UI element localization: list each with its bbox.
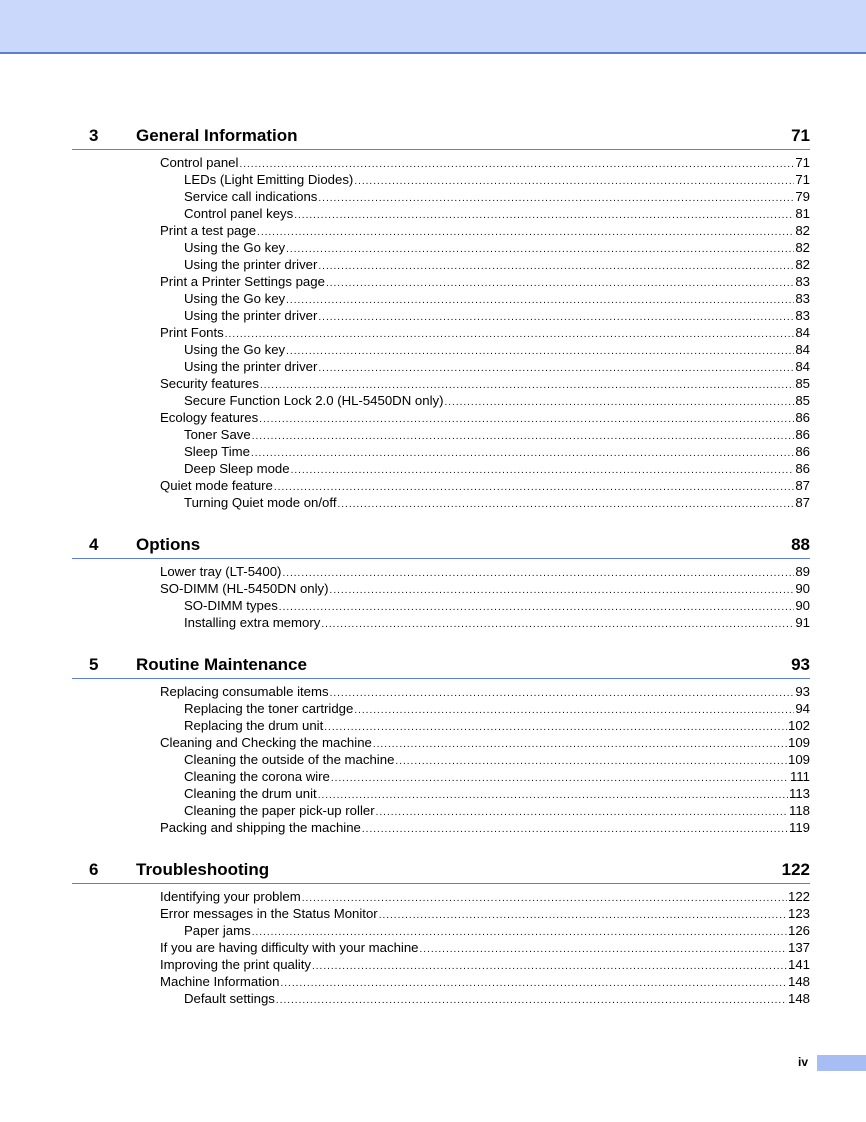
toc-subentry[interactable] (72, 341, 810, 358)
toc-entry-page: 111 (789, 769, 810, 784)
dot-leader (318, 360, 794, 377)
toc-subentry[interactable] (72, 751, 810, 768)
page-number: iv (798, 1055, 809, 1069)
toc-entry-label: Using the Go key (184, 291, 286, 306)
toc-entry[interactable] (72, 477, 810, 494)
toc-entry-page: 84 (795, 325, 810, 340)
toc-entry-label: Cleaning the paper pick-up roller (184, 803, 375, 818)
chapter-number: 6 (89, 860, 99, 879)
dot-leader (259, 411, 794, 428)
toc-subentry[interactable] (72, 460, 810, 477)
toc-entry-label: Installing extra memory (184, 615, 321, 630)
toc-entry[interactable] (72, 956, 810, 973)
toc-entry-label: If you are having difficulty with your machine (160, 940, 419, 955)
toc-entry-page: 93 (795, 684, 810, 699)
toc-entry-page: 83 (795, 274, 810, 289)
toc-entry-label: Lower tray (LT-5400) (160, 564, 282, 579)
toc-entry-page: 90 (795, 598, 810, 613)
dot-leader (444, 394, 794, 411)
toc-subentry[interactable] (72, 188, 810, 205)
toc-entry-label: Toner Save (184, 427, 251, 442)
toc-entry-label: Using the printer driver (184, 359, 318, 374)
toc-entry-page: 83 (795, 308, 810, 323)
toc-entry-page: 86 (795, 461, 810, 476)
toc-entry-page: 87 (795, 478, 810, 493)
dot-leader (286, 343, 794, 360)
chapter-page-number: 122 (781, 860, 810, 879)
toc-entry-page: 82 (795, 223, 810, 238)
toc-subentry[interactable] (72, 358, 810, 375)
dot-leader (276, 992, 787, 1009)
toc-subentry[interactable] (72, 392, 810, 409)
toc-entry-page: 90 (795, 581, 810, 596)
toc-entry[interactable] (72, 973, 810, 990)
toc-entry-page: 85 (795, 376, 810, 391)
toc-entry-page: 84 (795, 359, 810, 374)
dot-leader (318, 190, 794, 207)
toc-entry-label: Sleep Time (184, 444, 250, 459)
toc-subentry[interactable] (72, 443, 810, 460)
toc-entry-label: Print Fonts (160, 325, 224, 340)
toc-entry-label: Deep Sleep mode (184, 461, 290, 476)
chapter-title: Options (136, 535, 201, 554)
dot-leader (324, 719, 787, 736)
toc-entry-page: 83 (795, 291, 810, 306)
dot-leader (251, 445, 794, 462)
toc-entry-label: Control panel keys (184, 206, 294, 221)
dot-leader (354, 173, 794, 190)
header-band (0, 0, 866, 54)
toc-entry-label: Improving the print quality (160, 957, 311, 972)
dot-leader (280, 975, 787, 992)
toc-entry-page: 85 (795, 393, 810, 408)
toc-entry-page: 113 (788, 786, 810, 801)
toc-entry-page: 86 (795, 410, 810, 425)
toc-entry-page: 122 (787, 889, 810, 904)
toc-entry-label: Replacing the toner cartridge (184, 701, 354, 716)
toc-entry-page: 123 (787, 906, 810, 921)
dot-leader (321, 616, 794, 633)
toc-entry-label: SO-DIMM types (184, 598, 278, 613)
dot-leader (373, 736, 787, 753)
chapter-number: 4 (89, 535, 99, 554)
dot-leader (354, 702, 794, 719)
toc-entry-page: 109 (787, 735, 810, 750)
chapter-heading[interactable] (72, 531, 810, 559)
toc-entry-label: Quiet mode feature (160, 478, 273, 493)
dot-leader (257, 224, 794, 241)
chapter-title: General Information (136, 126, 298, 145)
toc-entry-label: Using the Go key (184, 240, 286, 255)
toc-subentry[interactable] (72, 205, 810, 222)
toc-entry-page: 94 (795, 701, 810, 716)
toc-entry-page: 137 (787, 940, 810, 955)
toc-entry-label: SO-DIMM (HL-5450DN only) (160, 581, 329, 596)
dot-leader (362, 821, 788, 838)
dot-leader (337, 496, 794, 513)
dot-leader (282, 565, 794, 582)
toc-subentry[interactable] (72, 597, 810, 614)
toc-entry-page: 81 (795, 206, 810, 221)
chapter-number: 3 (89, 126, 99, 145)
toc-entry-page: 71 (795, 155, 810, 170)
chapter-heading[interactable] (72, 651, 810, 679)
dot-leader (286, 241, 794, 258)
chapter-section (72, 856, 810, 1007)
toc-entry-page: 119 (788, 820, 810, 835)
toc-entry-label: Print a test page (160, 223, 257, 238)
toc-subentry[interactable] (72, 239, 810, 256)
dot-leader (331, 770, 789, 787)
toc-subentry[interactable] (72, 256, 810, 273)
dot-leader (291, 462, 795, 479)
dot-leader (312, 958, 787, 975)
toc-entry-page: 71 (795, 172, 810, 187)
toc-entry-label: Print a Printer Settings page (160, 274, 325, 289)
toc-entry-list (72, 559, 810, 631)
toc-entry-label: Cleaning the outside of the machine (184, 752, 395, 767)
dot-leader (376, 804, 788, 821)
toc-entry-page: 126 (787, 923, 810, 938)
toc-subentry[interactable] (72, 700, 810, 717)
dot-leader (420, 941, 787, 958)
toc-entry[interactable] (72, 324, 810, 341)
chapter-section (72, 651, 810, 836)
toc-entry-label: Cleaning and Checking the machine (160, 735, 372, 750)
dot-leader (225, 326, 795, 343)
toc-entry-label: Service call indications (184, 189, 318, 204)
dot-leader (318, 787, 788, 804)
toc-entry-label: Ecology features (160, 410, 259, 425)
toc-entry-page: 91 (795, 615, 810, 630)
toc-entry[interactable] (72, 580, 810, 597)
toc-subentry[interactable] (72, 614, 810, 631)
chapter-title: Routine Maintenance (136, 655, 307, 674)
toc-subentry[interactable] (72, 802, 810, 819)
toc-entry-label: Cleaning the corona wire (184, 769, 330, 784)
toc-entry-page: 86 (795, 427, 810, 442)
toc-entry-list (72, 150, 810, 511)
dot-leader (279, 599, 795, 616)
chapter-page-number: 93 (791, 655, 810, 674)
toc-entry[interactable] (72, 888, 810, 905)
dot-leader (318, 258, 794, 275)
toc-subentry[interactable] (72, 922, 810, 939)
toc-entry-page: 82 (795, 240, 810, 255)
chapter-heading[interactable] (72, 856, 810, 884)
toc-entry[interactable] (72, 819, 810, 836)
toc-entry-label: Control panel (160, 155, 239, 170)
toc-entry-label: Default settings (184, 991, 275, 1006)
dot-leader (326, 275, 794, 292)
table-of-contents (72, 122, 810, 1027)
toc-entry-list (72, 884, 810, 1007)
toc-subentry[interactable] (72, 768, 810, 785)
toc-entry-page: 87 (795, 495, 810, 510)
toc-subentry[interactable] (72, 171, 810, 188)
toc-entry-label: Using the Go key (184, 342, 286, 357)
chapter-title: Troubleshooting (136, 860, 270, 879)
page-corner-tab (817, 1055, 866, 1071)
toc-entry-label: Turning Quiet mode on/off (184, 495, 337, 510)
dot-leader (330, 685, 795, 702)
dot-leader (252, 428, 795, 445)
toc-entry[interactable] (72, 273, 810, 290)
toc-entry-label: Replacing consumable items (160, 684, 329, 699)
dot-leader (379, 907, 787, 924)
toc-entry-page: 82 (795, 257, 810, 272)
chapter-section (72, 122, 810, 511)
chapter-page-number: 71 (791, 126, 810, 145)
toc-entry-label: LEDs (Light Emitting Diodes) (184, 172, 354, 187)
toc-subentry[interactable] (72, 717, 810, 734)
toc-entry-label: Secure Function Lock 2.0 (HL-5450DN only) (184, 393, 444, 408)
dot-leader (395, 753, 787, 770)
dot-leader (318, 309, 794, 326)
toc-entry-page: 141 (787, 957, 810, 972)
toc-entry-page: 89 (795, 564, 810, 579)
toc-entry[interactable] (72, 939, 810, 956)
toc-entry-label: Cleaning the drum unit (184, 786, 317, 801)
toc-entry[interactable] (72, 905, 810, 922)
toc-entry[interactable] (72, 375, 810, 392)
chapter-page-number: 88 (791, 535, 810, 554)
dot-leader (286, 292, 794, 309)
toc-entry-label: Replacing the drum unit (184, 718, 324, 733)
toc-entry[interactable] (72, 734, 810, 751)
toc-entry-label: Machine Information (160, 974, 280, 989)
toc-entry-page: 148 (787, 991, 810, 1006)
chapter-section (72, 531, 810, 631)
toc-entry-label: Packing and shipping the machine (160, 820, 361, 835)
toc-entry-page: 86 (795, 444, 810, 459)
dot-leader (294, 207, 794, 224)
toc-entry-label: Security features (160, 376, 259, 391)
toc-entry-page: 109 (787, 752, 810, 767)
toc-entry-page: 148 (787, 974, 810, 989)
toc-subentry[interactable] (72, 426, 810, 443)
toc-entry[interactable] (72, 409, 810, 426)
toc-subentry[interactable] (72, 307, 810, 324)
chapter-heading[interactable] (72, 122, 810, 150)
toc-entry[interactable] (72, 683, 810, 700)
toc-entry-page: 84 (795, 342, 810, 357)
toc-subentry[interactable] (72, 990, 810, 1007)
toc-entry-page: 118 (788, 803, 810, 818)
toc-entry-label: Identifying your problem (160, 889, 301, 904)
toc-entry-label: Using the printer driver (184, 257, 318, 272)
toc-entry-page: 79 (795, 189, 810, 204)
toc-entry-page: 102 (787, 718, 810, 733)
toc-subentry[interactable] (72, 290, 810, 307)
toc-entry-label: Using the printer driver (184, 308, 318, 323)
dot-leader (330, 582, 795, 599)
toc-subentry[interactable] (72, 785, 810, 802)
toc-entry[interactable] (72, 154, 810, 171)
toc-entry[interactable] (72, 563, 810, 580)
dot-leader (274, 479, 794, 496)
toc-entry-label: Paper jams (184, 923, 251, 938)
toc-subentry[interactable] (72, 494, 810, 511)
toc-entry-label: Error messages in the Status Monitor (160, 906, 378, 921)
toc-entry-list (72, 679, 810, 836)
chapter-number: 5 (89, 655, 99, 674)
toc-entry[interactable] (72, 222, 810, 239)
